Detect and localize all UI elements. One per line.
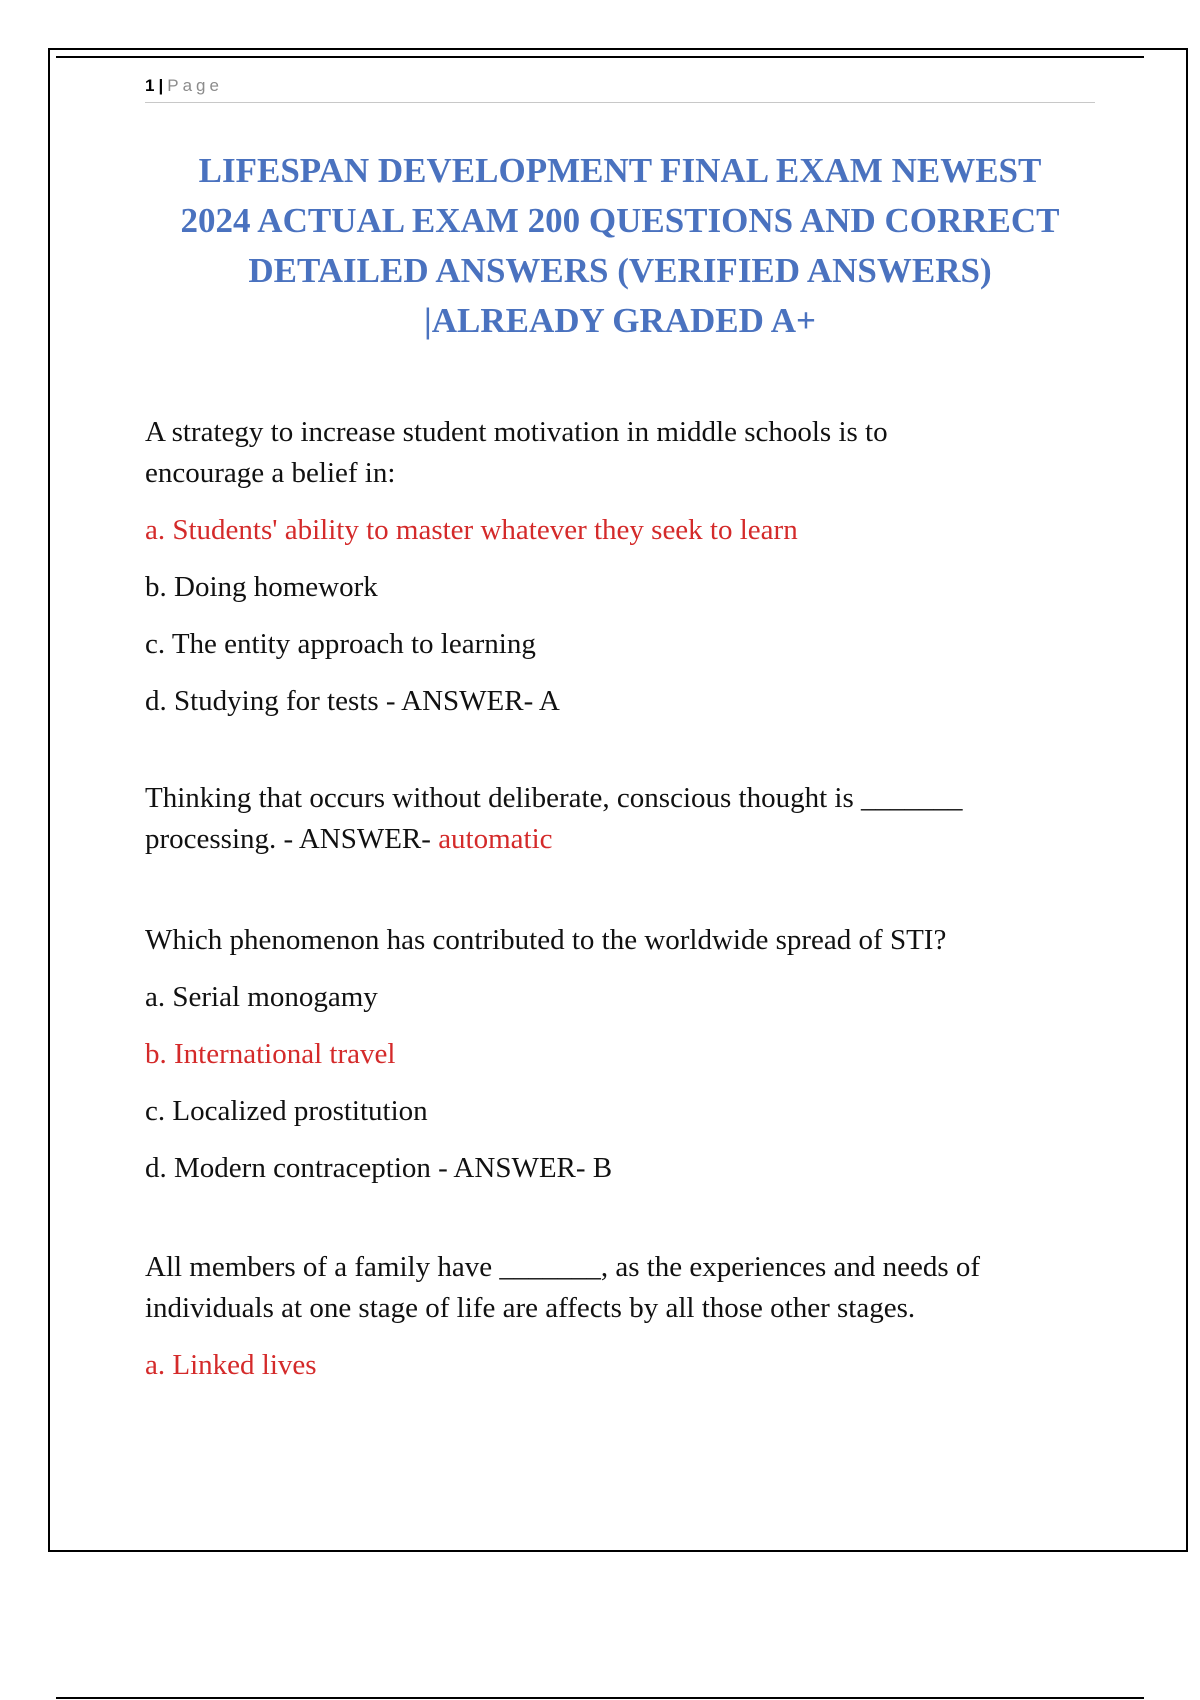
question-text: Which phenomenon has contributed to the worldwide spread of STI? xyxy=(145,924,947,956)
title-line: 2024 ACTUAL EXAM 200 QUESTIONS AND CORRECT xyxy=(180,201,1060,240)
title-line: DETAILED ANSWERS (VERIFIED ANSWERS) xyxy=(248,251,992,290)
title-line: LIFESPAN DEVELOPMENT FINAL EXAM NEWEST xyxy=(198,151,1042,190)
answer-prefix: processing. - ANSWER- xyxy=(145,823,439,855)
option: d. Studying for tests - ANSWER- A xyxy=(145,685,560,717)
page-separator: | xyxy=(158,76,164,95)
question-text: Thinking that occurs without deliberate, conscious thought is _______ xyxy=(145,782,963,814)
question-text-answer-line xyxy=(145,819,1095,860)
question-4 xyxy=(145,1247,1095,1386)
page-header xyxy=(145,76,1095,103)
option: d. Modern contraception - ANSWER- B xyxy=(145,1152,613,1184)
question-text: A strategy to increase student motivation in middle schools is to xyxy=(145,416,888,448)
title-line: |ALREADY GRADED A+ xyxy=(424,301,816,340)
option: c. Localized prostitution xyxy=(145,1095,428,1127)
question-3 xyxy=(145,920,1095,1189)
question-text: encourage a belief in: xyxy=(145,457,396,489)
option-correct: b. International travel xyxy=(145,1038,396,1070)
question-text: All members of a family have _______, as the experiences and needs of xyxy=(145,1251,981,1283)
top-rule xyxy=(56,56,1144,58)
question-1 xyxy=(145,412,1095,722)
option-correct: a. Linked lives xyxy=(145,1349,317,1381)
answer-correct: automatic xyxy=(438,823,553,855)
page-number: 1 xyxy=(145,76,155,95)
option: b. Doing homework xyxy=(145,571,378,603)
question-text: individuals at one stage of life are affects by all those other stages. xyxy=(145,1292,916,1324)
page-label: Page xyxy=(167,76,223,95)
option-correct: a. Students' ability to master whatever they seek to learn xyxy=(145,514,798,546)
document-title xyxy=(145,146,1095,346)
question-2 xyxy=(145,778,1095,860)
option: c. The entity approach to learning xyxy=(145,628,536,660)
exam-content xyxy=(145,412,1095,1386)
bottom-rule xyxy=(56,1697,1144,1699)
option: a. Serial monogamy xyxy=(145,981,378,1013)
